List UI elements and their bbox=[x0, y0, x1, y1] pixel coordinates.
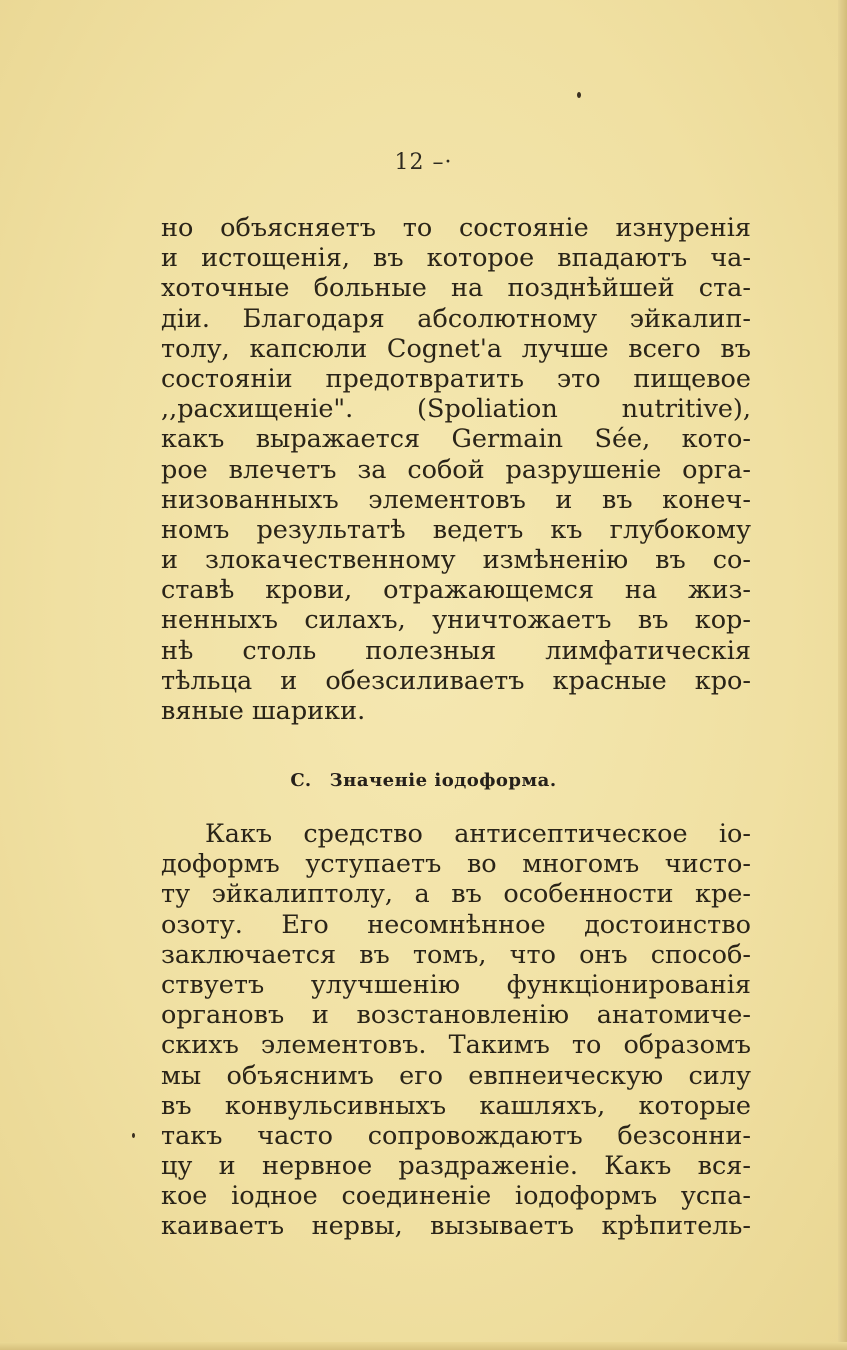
page-edge-bottom bbox=[0, 1342, 847, 1350]
text-line: ствуетъ улучшенiю функцiонированiя bbox=[161, 969, 751, 1000]
text-line: ту эйкалиптолу, а въ особенности кре- bbox=[161, 879, 751, 910]
section-letter: C. bbox=[290, 770, 312, 791]
text-line: каиваетъ нервы, вызываетъ крѣпитель- bbox=[161, 1211, 751, 1242]
text-line: и злокачественному измѣненiю въ со- bbox=[161, 545, 751, 576]
section-heading bbox=[0, 770, 847, 791]
section-title: Значенiе iодоформа. bbox=[329, 770, 557, 791]
page-edge-right bbox=[838, 0, 847, 1350]
text-line: кое iодное соединенiе iодоформъ успа- bbox=[161, 1181, 751, 1212]
text-line: но объясняетъ то состоянiе изнуренiя bbox=[161, 213, 751, 243]
text-line: толу, капсюли Cognet'a лучше всего въ bbox=[161, 333, 751, 364]
text-line: такъ часто сопровождаютъ безсонни- bbox=[161, 1120, 751, 1151]
ink-speck bbox=[132, 1133, 135, 1138]
text-line: вяные шарики. bbox=[161, 696, 366, 726]
text-line: ненныхъ силахъ, уничтожаетъ въ кор- bbox=[161, 605, 751, 636]
text-line: цу и нервное раздраженiе. Какъ вся- bbox=[161, 1151, 751, 1182]
paragraph-2 bbox=[161, 819, 751, 1242]
text-line: хоточные больные на позднѣйшей ста- bbox=[161, 273, 751, 304]
text-line: доформъ уступаетъ во многомъ чисто- bbox=[161, 849, 751, 880]
text-line: низованныхъ элементовъ и въ конеч- bbox=[161, 484, 751, 515]
text-line: Какъ средство антисептическое iо- bbox=[205, 819, 751, 849]
page-number: 12 –· bbox=[394, 150, 453, 175]
text-line: и истощенiя, въ которое впадаютъ ча- bbox=[161, 243, 751, 274]
text-line: въ конвульсивныхъ кашляхъ, которые bbox=[161, 1090, 751, 1121]
text-line: озоту. Его несомнѣнное достоинство bbox=[161, 909, 751, 940]
text-line: заключается въ томъ, что онъ способ- bbox=[161, 939, 751, 970]
paragraph-1 bbox=[161, 213, 751, 726]
text-line: какъ выражается Germain Sée, кото- bbox=[161, 424, 751, 455]
text-line: нѣ столь полезныя лимфатическiя bbox=[161, 635, 751, 666]
text-line: дiи. Благодаря абсолютному эйкалип- bbox=[161, 303, 751, 334]
ink-speck bbox=[577, 92, 581, 98]
text-line: ставѣ крови, отражающемся на жиз- bbox=[161, 575, 751, 606]
text-line: номъ результатѣ ведетъ къ глубокому bbox=[161, 514, 751, 545]
text-line: тѣльца и обезсиливаетъ красные кро- bbox=[161, 665, 751, 696]
text-line: мы объяснимъ его евпнеическую силу bbox=[161, 1060, 751, 1091]
text-line: скихъ элементовъ. Такимъ то образомъ bbox=[161, 1030, 751, 1061]
text-line: рое влечетъ за собой разрушенiе орга- bbox=[161, 454, 751, 485]
text-line: ,,расхищенiе". (Spoliation nutritive), bbox=[161, 394, 751, 425]
text-line: органовъ и возстановленiю анатомиче- bbox=[161, 1000, 751, 1031]
text-line: состоянiи предотвратить это пищевое bbox=[161, 363, 751, 394]
